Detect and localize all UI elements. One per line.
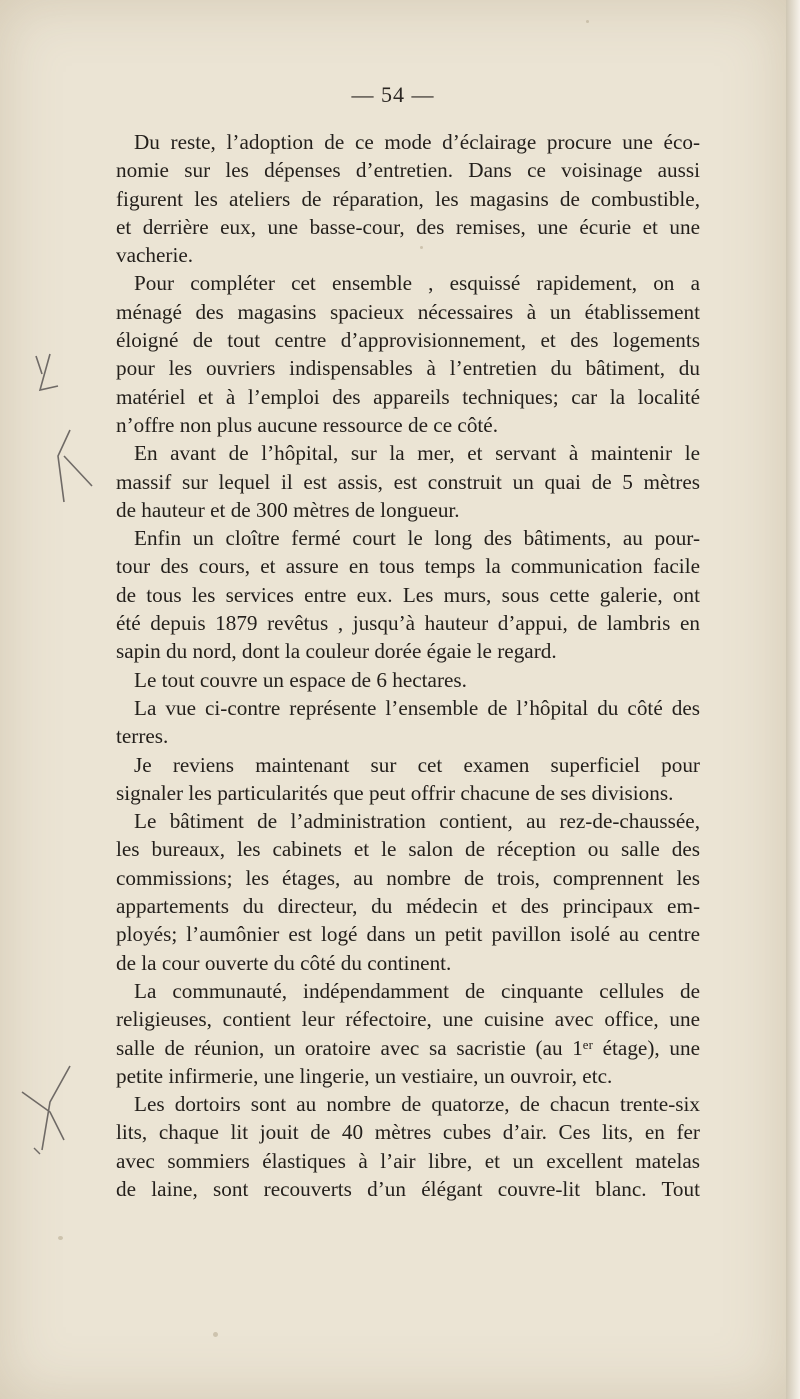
text-line: sapin du nord, dont la couleur dorée égaie le regard.: [116, 639, 557, 664]
pencil-cross-mark-icon: [20, 1062, 80, 1122]
pencil-check-mark-icon: [28, 352, 88, 412]
text-line: massif sur lequel il est assis, est construit un quai de 5 mètres: [116, 469, 700, 494]
text-line: les bureaux, les cabinets et le salon de réception ou salle des: [116, 837, 700, 862]
text-line: de hauteur et de 300 mètres de longueur.: [116, 497, 460, 522]
body-text: [116, 128, 700, 1203]
text-line: matériel et à l’emploi des appareils techniques; car la localité: [116, 384, 700, 409]
text-line: pour les ouvriers indispensables à l’entretien du bâtiment, du: [116, 356, 700, 381]
text-line: de tous les services entre eux. Les murs, sous cette galerie, ont: [116, 582, 700, 607]
text-line: tour des cours, et assure en tous temps la communication facile: [116, 554, 700, 579]
text-line: Le bâtiment de l’administration contient, au rez-de-chaussée,: [134, 809, 700, 834]
text-line: terres.: [116, 724, 169, 749]
paper-speck: [58, 1236, 63, 1240]
text-line: été depuis 1879 revêtus , jusqu’à hauteur d’appui, de lambris en: [116, 611, 700, 636]
text-line: de laine, sont recouverts d’un élégant couvre-lit blanc. Tout: [116, 1176, 700, 1201]
text-line: ménagé des magasins spacieux nécessaires à un établissement: [116, 299, 700, 324]
text-line: salle de réunion, un oratoire avec sa sacristie (au 1ᵉʳ étage), une: [116, 1035, 700, 1060]
text-line: vacherie.: [116, 243, 194, 268]
paper-speck: [420, 246, 423, 249]
pencil-cross-mark-icon: [48, 426, 108, 486]
page-number: — 54 —: [351, 82, 435, 107]
text-line: commissions; les étages, au nombre de trois, comprennent les: [116, 865, 700, 890]
text-line: n’offre non plus aucune ressource de ce côté.: [116, 412, 498, 437]
paper-speck: [213, 1332, 218, 1337]
text-line: de la cour ouverte du côté du continent.: [116, 950, 452, 975]
page-edge: [786, 0, 800, 1399]
text-line: figurent les ateliers de réparation, les magasins de combustible,: [116, 186, 700, 211]
text-line: éloigné de tout centre d’approvisionnement, et des logements: [116, 328, 700, 353]
text-line: En avant de l’hôpital, sur la mer, et servant à maintenir le: [134, 441, 700, 466]
text-line: appartements du directeur, du médecin et des principaux em-: [116, 894, 700, 919]
text-line: lits, chaque lit jouit de 40 mètres cubes d’air. Ces lits, en fer: [116, 1120, 700, 1145]
text-line: signaler les particularités que peut offrir chacune de ses divisions.: [116, 780, 674, 805]
text-line: Du reste, l’adoption de ce mode d’éclairage procure une éco-: [134, 130, 700, 154]
text-line: religieuses, contient leur réfectoire, une cuisine avec office, une: [116, 1007, 700, 1032]
text-line: La communauté, indépendamment de cinquante cellules de: [134, 978, 700, 1003]
text-line: petite infirmerie, une lingerie, un vestiaire, un ouvroir, etc.: [116, 1063, 613, 1088]
text-line: nomie sur les dépenses d’entretien. Dans ce voisinage aussi: [116, 158, 700, 183]
text-line: ployés; l’aumônier est logé dans un petit pavillon isolé au centre: [116, 922, 700, 947]
text-line: Le tout couvre un espace de 6 hectares.: [134, 667, 467, 692]
text-line: Pour compléter cet ensemble , esquissé rapidement, on a: [134, 271, 700, 296]
text-line: Je reviens maintenant sur cet examen superficiel pour: [134, 752, 700, 777]
text-line: Enfin un cloître fermé court le long des bâtiments, au pour-: [134, 526, 700, 551]
paper-speck: [586, 20, 589, 23]
text-line: avec sommiers élastiques à l’air libre, et un excellent matelas: [116, 1148, 700, 1173]
text-line: et derrière eux, une basse-cour, des remises, une écurie et une: [116, 214, 700, 239]
text-line: La vue ci-contre représente l’ensemble de l’hôpital du côté des: [134, 695, 700, 720]
text-line: Les dortoirs sont au nombre de quatorze, de chacun trente-six: [134, 1092, 700, 1117]
